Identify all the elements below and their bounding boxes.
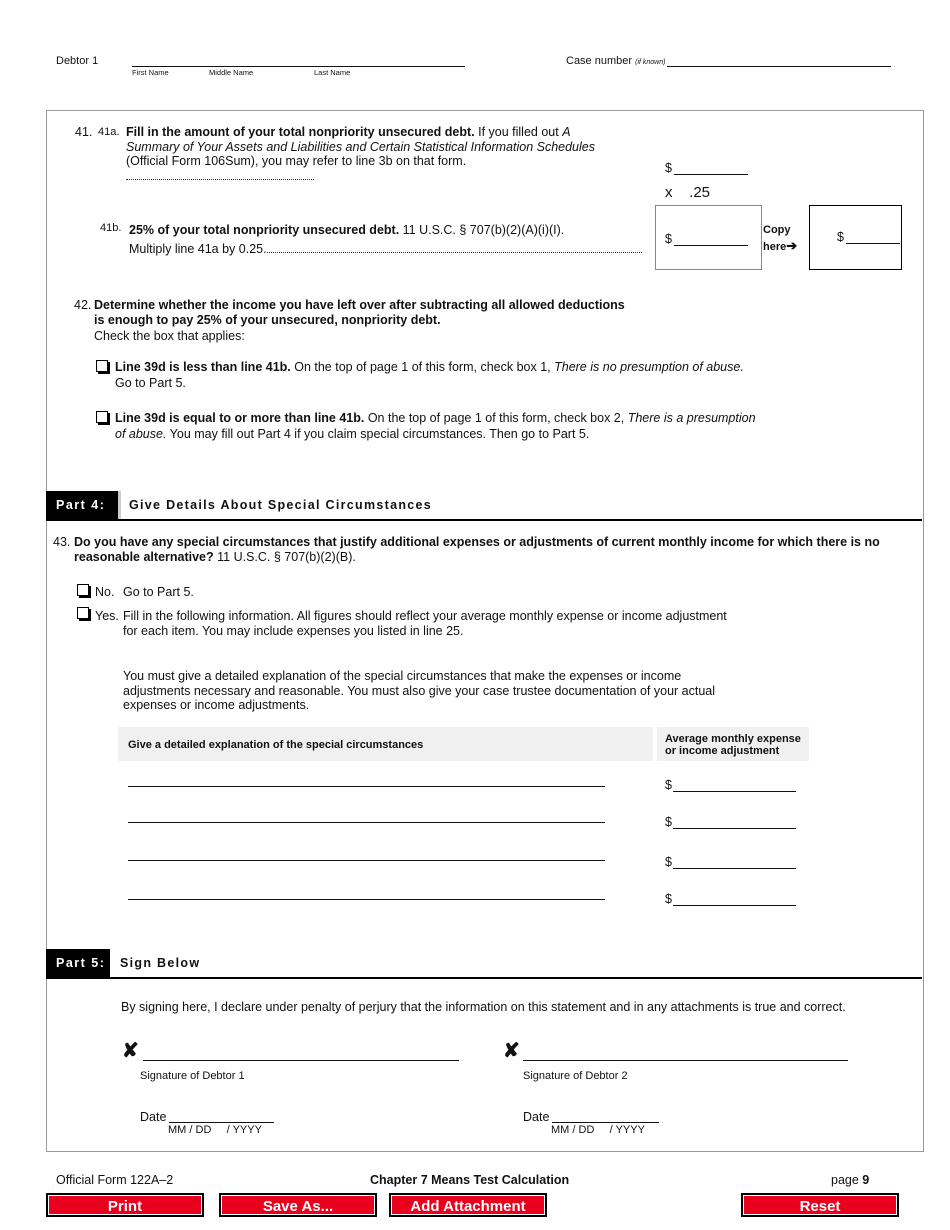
col2-header-text [665,733,801,757]
line-43-no-checkbox[interactable] [77,584,89,596]
yes-text1: Fill in the following information. All figures should reflect your average monthly expense or income adjustment [123,609,727,623]
here-text: here [763,241,787,253]
amount-dollar-4: $ [665,892,672,906]
date-debtor-1-field[interactable] [169,1110,274,1123]
line-42-option1-text [115,360,744,391]
amount-field-3[interactable] [673,856,796,869]
line-41-multiplier: x .25 [665,184,711,201]
explanation-instructions [123,669,715,713]
case-number-field[interactable] [667,56,891,67]
line-42-number: 42. [74,298,92,312]
line-42-bold1: Determine whether the income you have left over after subtracting all allowed deductions [94,298,625,312]
line-43-number: 43. [53,535,71,549]
perjury-declaration: By signing here, I declare under penalty of perjury that the information on this statement and in any attachments is true and correct. [121,1000,846,1014]
line-43-bold2: reasonable alternative? [74,549,214,564]
debtor-label: Debtor 1 [56,55,99,67]
part-5-label: Part 5: [46,949,110,977]
debtor-name-field[interactable] [132,56,465,67]
line-41b-copy-field[interactable] [846,231,900,244]
footer-page-label: page [831,1173,859,1187]
line-41b-copy-dollar: $ [837,230,844,244]
copy-text: Copy [763,224,791,236]
amount-column-header [657,727,809,761]
amount-field-2[interactable] [673,816,796,829]
line-41a-dollar: $ [665,161,672,175]
amount-dollar-1: $ [665,778,672,792]
add-attachment-button[interactable]: Add Attachment [389,1193,547,1217]
line-41a-number: 41a. [98,126,120,138]
part-4-title: Give Details About Special Circumstances [129,498,433,512]
line-43-text [74,535,904,564]
date-debtor-2-format: MM / DD / YYYY [551,1124,645,1136]
first-name-label: First Name [132,68,169,77]
option1-ital: There is no presumption of abuse. [554,360,744,374]
explanation-field-4[interactable] [128,899,605,900]
explain1: You must give a detailed explanation of the special circumstances that make the expenses or income [123,669,682,683]
date-debtor-2-label: Date [523,1110,550,1124]
explain2: adjustments necessary and reasonable. You must also give your case trustee documentation of your actual [123,683,716,698]
col2-header2: or income adjustment [665,745,780,757]
signature-debtor-1-label: Signature of Debtor 1 [140,1070,245,1082]
part-5-header [46,949,922,979]
line-42-check-text: Check the box that applies: [94,329,245,343]
option2-text: On the top of page 1 of this form, check box 2, [364,411,628,425]
signature-x-icon: ✘ [503,1040,520,1062]
case-number-label [566,55,665,67]
option2-ital: There is a presumption [627,411,756,425]
save-as-button[interactable]: Save As... [219,1193,377,1217]
amount-field-4[interactable] [673,893,796,906]
line-41a-amount-field[interactable] [674,162,748,175]
date-debtor-1-label: Date [140,1110,167,1124]
part-5-title: Sign Below [120,956,201,970]
line-43-bold1: Do you have any special circumstances that justify additional expenses or adjustments of current monthly income for which there is no [74,535,880,549]
signature-debtor-2-field[interactable] [523,1048,848,1061]
amount-field-1[interactable] [673,779,796,792]
line-41a-ital: A [562,125,571,139]
line-41b-text [129,221,649,259]
amount-dollar-3: $ [665,855,672,869]
line-41b-number: 41b. [100,222,122,234]
case-number-note: (if known) [635,59,666,66]
arrow-right-icon: ➔ [786,238,798,253]
col1-header-text: Give a detailed explanation of the special circumstances [128,739,424,751]
explanation-field-2[interactable] [128,822,605,823]
col2-header1: Average monthly expense [665,733,801,745]
footer-page-number: 9 [862,1173,870,1187]
line-41a-t1: If you filled out [474,125,563,139]
date-debtor-1-format: MM / DD / YYYY [168,1124,262,1136]
part-4-label: Part 4: [46,491,118,519]
copy-here-label [763,222,797,255]
part-4-header [46,491,922,521]
footer-form-title: Chapter 7 Means Test Calculation [370,1173,570,1187]
line-41b-line2: Multiply line 41a by 0.25. [129,242,267,256]
line-42-option2-text [115,411,756,442]
option2-line2: You may fill out Part 4 if you claim special circumstances. Then go to Part 5. [166,426,590,441]
signature-x-icon: ✘ [122,1040,139,1062]
line-43-no-text: Go to Part 5. [123,585,194,599]
option1-bold: Line 39d is less than line 41b. [115,360,291,374]
explain3: expenses or income adjustments. [123,698,310,712]
reset-button[interactable]: Reset [741,1193,899,1217]
print-button[interactable]: Print [46,1193,204,1217]
line-41b-t1: 11 U.S.C. § 707(b)(2)(A)(i)(I). [399,223,565,237]
line-43-no-label: No. [95,585,115,599]
line-43-yes-text [123,609,727,639]
line-41a-line3: (Official Form 106Sum), you may refer to line 3b on that form. [126,154,467,168]
last-name-label: Last Name [314,68,351,77]
line-41b-bold: 25% of your total nonpriority unsecured debt. [129,223,400,237]
explanation-field-1[interactable] [128,786,605,787]
option1-text: On the top of page 1 of this form, check box 1, [290,360,555,374]
option2-ital2: of abuse. [115,426,167,441]
line-41a-bold: Fill in the amount of your total nonpriority unsecured debt. [126,125,475,139]
case-number-text: Case number [566,55,633,67]
middle-name-label: Middle Name [209,68,254,77]
date-debtor-2-field[interactable] [552,1110,659,1123]
line-41a-text [126,125,646,183]
yes-text2: for each item. You may include expenses you listed in line 25. [123,624,464,638]
line-42-text [94,298,625,345]
line-43-yes-label: Yes. [95,609,119,623]
line-42-option1-checkbox[interactable] [96,360,108,372]
line-41a-ital-line2: Summary of Your Assets and Liabilities and Certain Statistical Information Schedules [126,139,595,154]
line-43-yes-checkbox[interactable] [77,607,89,619]
footer-page [831,1173,869,1187]
explanation-field-3[interactable] [128,860,605,861]
line-41-number: 41. [75,125,93,139]
line-42-bold2: is enough to pay 25% of your unsecured, nonpriority debt. [94,312,441,327]
option2-bold: Line 39d is equal to or more than line 41b. [115,411,365,425]
signature-debtor-2-label: Signature of Debtor 2 [523,1070,628,1082]
option1-line2: Go to Part 5. [115,375,186,390]
line-41b-dollar: $ [665,232,672,246]
line-41b-amount-field[interactable] [674,233,748,246]
signature-debtor-1-field[interactable] [143,1048,459,1061]
line-42-option2-checkbox[interactable] [96,411,108,423]
amount-dollar-2: $ [665,815,672,829]
explanation-column-header [118,727,653,761]
line-43-text2: 11 U.S.C. § 707(b)(2)(B). [213,549,356,564]
footer-form-name: Official Form 122A–2 [56,1173,174,1187]
